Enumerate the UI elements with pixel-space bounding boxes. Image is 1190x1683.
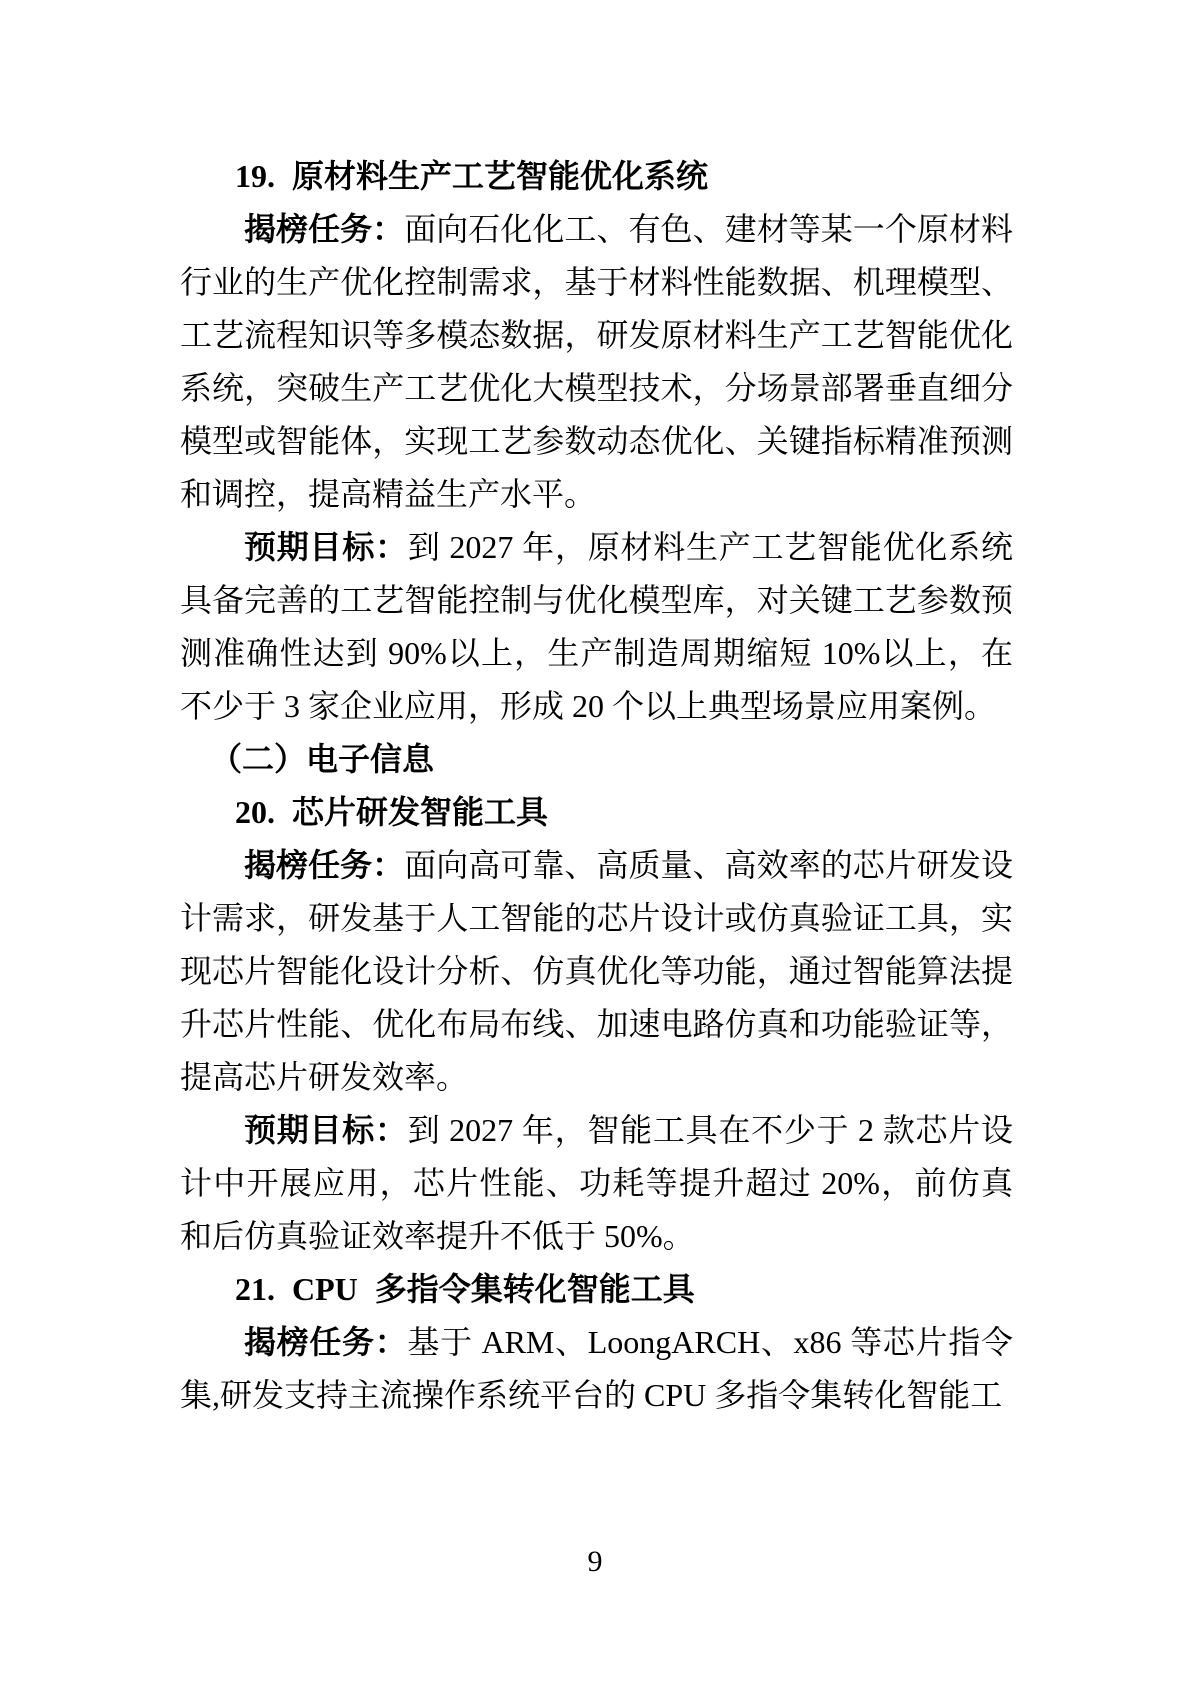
paragraph-label: 揭榜任务：: [244, 1324, 408, 1360]
paragraph: [180, 521, 1013, 733]
page-content: [180, 150, 1013, 1422]
paragraph: [180, 1104, 1013, 1263]
paragraph-text: 到 2027 年，原材料生产工艺智能优化系统具备完善的工艺智能控制与优化模型库，对关键工艺参数预测准确性达到 90%以上，生产制造周期缩短 10%以上，在不少于 3 家企业应用，形成 20 个以上典型场景应用案例。: [180, 529, 1013, 724]
paragraph-text: 面向石化化工、有色、建材等某一个原材料行业的生产优化控制需求，基于材料性能数据、机理模型、工艺流程知识等多模态数据，研发原材料生产工艺智能优化系统，突破生产工艺优化大模型技术，分场景部署垂直细分模型或智能体，实现工艺参数动态优化、关键指标精准预测和调控，提高精益生产水平。: [180, 211, 1013, 512]
paragraph-text: 到 2027 年，智能工具在不少于 2 款芯片设计中开展应用，芯片性能、功耗等提升超过 20%，前仿真和后仿真验证效率提升不低于 50%。: [180, 1112, 1013, 1254]
section-heading: 20. 芯片研发智能工具: [235, 794, 549, 830]
paragraph-label: 预期目标：: [244, 529, 408, 565]
paragraph-label: 揭榜任务：: [244, 211, 405, 247]
paragraph: [180, 839, 1013, 1104]
paragraph-text: 面向高可靠、高质量、高效率的芯片研发设计需求，研发基于人工智能的芯片设计或仿真验证工具，实现芯片智能化设计分析、仿真优化等功能，通过智能算法提升芯片性能、优化布局布线、加速电路仿真和功能验证等，提高芯片研发效率。: [180, 847, 1013, 1095]
paragraph: [180, 1316, 1013, 1422]
paragraph-label: 预期目标：: [244, 1112, 408, 1148]
section-heading: 19. 原材料生产工艺智能优化系统: [235, 158, 709, 194]
page-number: 9: [587, 1545, 603, 1578]
paragraph-label: 揭榜任务：: [244, 847, 405, 883]
section-heading: 21. CPU 多指令集转化智能工具: [235, 1271, 695, 1307]
section-heading: （二）电子信息: [210, 741, 435, 777]
paragraph-text: 基于 ARM、LoongARCH、x86 等芯片指令集,研发支持主流操作系统平台的 CPU 多指令集转化智能工: [180, 1324, 1013, 1413]
paragraph: [180, 203, 1013, 521]
